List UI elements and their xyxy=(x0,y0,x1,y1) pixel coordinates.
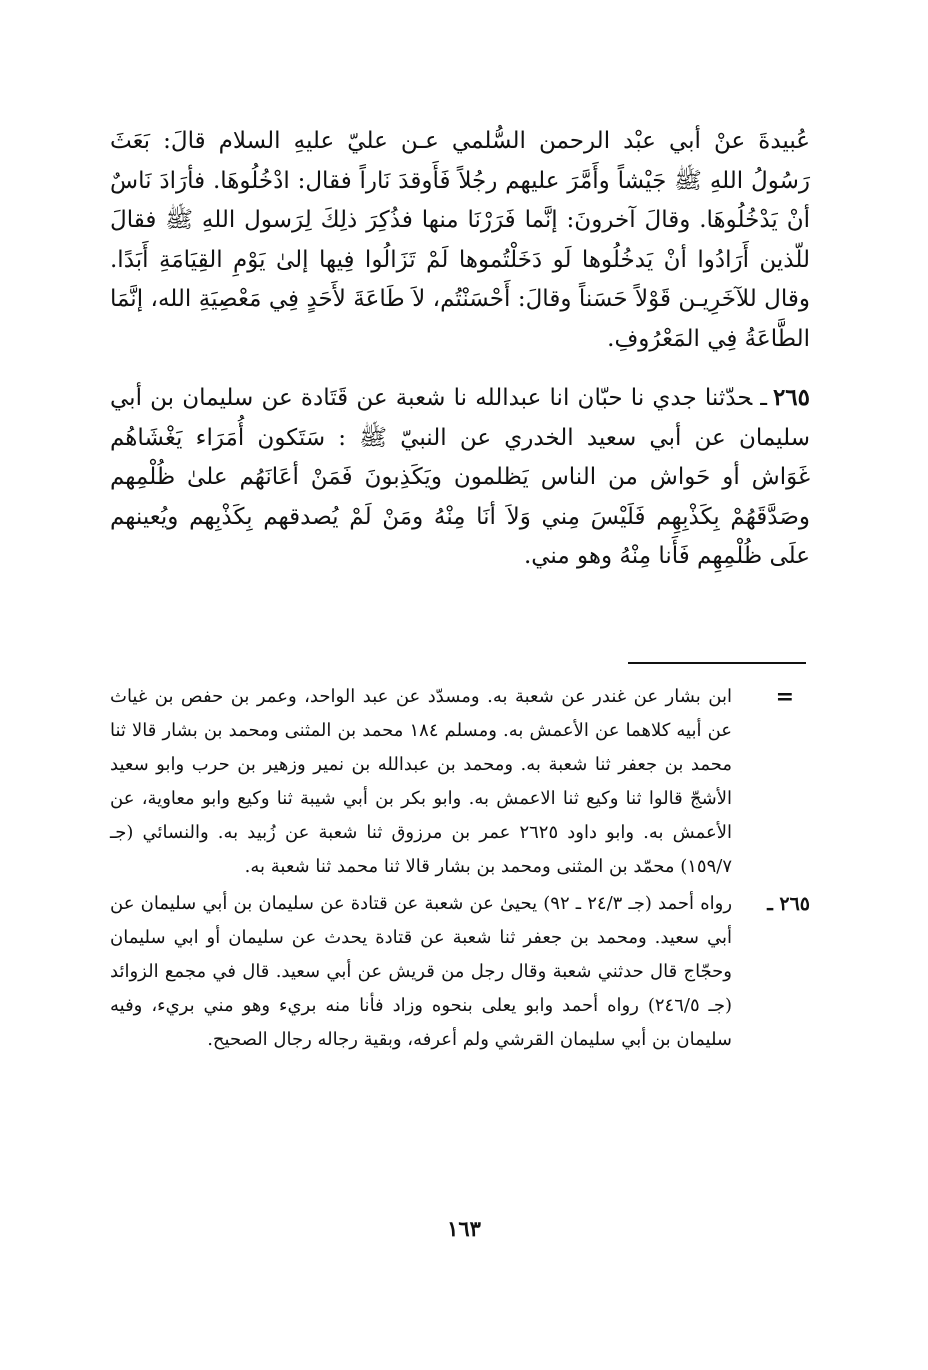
main-text-block xyxy=(110,122,810,577)
hadith-text: حدّثنا جدي نا حبّان انا عبدالله نا شعبة عن قَتَادة عن سليمان بن أبي سليمان عن أبي سعيد الخدري عن النبيّ ﷺ : سَتَكون أُمَرَاء يَغْشَاهُم غَوَاش أو حَواش من الناس يَظلمون ويَكَذِبونَ فَمَنْ أعَانَهُم علىٰ ظُلْمِهم وصَدَّقَهُمْ بِكَذْبِهِم فَلَيْسَ مِني وَلاَ أنَا مِنْهُ ومَنْ لَمْ يُصدقهم بِكَذْبِهم ويُعينهم علَى ظُلْمِهِم فَأَنا مِنْهُ وهو مني. xyxy=(110,385,810,569)
footnote-265-text: رواه أحمد (جـ ٢٤/٣ ـ ٩٢) يحيىٰ عن شعبة عن قتادة عن سليمان بن أبي سليمان عن أبي سعيد. ومحمد بن جعفر ثنا شعبة عن قتادة يحدث عن سليمان أو ابي سليمان وحجّاج قال حدثني شعبة وقال رجل من قريش عن أبي سعيد. قال في مجمع الزوائد (جـ ٢٤٦/٥) رواه أحمد وابو يعلى بنحوه وزاد فأنا منه بريء وهو مني بريء، وفيه سليمان بن أبي سليمان القرشي ولم أعرفه، وبقية رجاله رجال الصحيح. xyxy=(110,893,733,1050)
paragraph-hadith-265 xyxy=(110,378,810,577)
page-number: ١٦٣ xyxy=(447,1216,481,1241)
hadith-number: ٢٦٥ xyxy=(772,384,810,411)
paragraph-hadith-264-continuation xyxy=(110,122,810,359)
footnotes-block xyxy=(110,680,810,1057)
footnote-265-marker: ٢٦٥ ـ xyxy=(767,893,810,915)
footnote-continuation-marker: = xyxy=(775,684,794,710)
footnote-265 xyxy=(110,887,810,1057)
footnote-separator xyxy=(628,662,806,664)
paragraph-text: عُبيدةَ عنْ أبي عبْد الرحمن السُّلمي عـن عليّ عليهِ السلام قالَ: بَعَثَ رَسُولُ اللهِ ﷺ جَيْشاً وأَمَّرَ عليهم رجُلاً فَأَوقدَ نَاراً فقال: ادْخُلُوهَا. فأرَادَ نَاسٌ أنْ يَدْخُلُوهَا. وقالَ آخرونَ: إنَّما فَرَرْنَا منها فذُكِرَ ذلِكَ لِرَسول اللهِ ﷺ فقالَ للّذين أَرَادُوا أنْ يَدخُلُوها لَو دَخَلْتُموها لَمْ تَزَالُوا فِيها إلىٰ يَوْمِ القِيَامَةِ أَبَدًا. وقال للآخَرِيـن قَوْلاً حَسَناً وقالَ: أَحْسَنْتُم، لاَ طَاعَةَ لأَحَدٍ فِي مَعْصِيَةِ الله، إنَّمَا الطَّاعَةُ فِي المَعْرُوفِ. xyxy=(110,128,810,352)
footnote-continuation xyxy=(110,680,810,884)
hadith-dash: ـ xyxy=(760,385,767,411)
footnote-continuation-text: ابن بشار عن غندر عن شعبة به. ومسدّد عن عبد الواحد، وعمر بن حفص بن غياث عن أبيه كلاهما عن الأعمش به. ومسلم ١٨٤ محمد بن المثنى ومحمد بن بشار قالا ثنا محمد بن جعفر ثنا شعبة به. ومحمد بن عبدالله بن نمير وزهير بن حرب وابو سعيد الأشجّ قالوا ثنا وكيع ثنا الاعمش به. وابو بكر بن أبي شيبة ثنا وكيع وابو معاوية، عن الأعمش به. وابو داود ٢٦٢٥ عمر بن مرزوق ثنا شعبة عن زُبيد به. والنسائي (جـ ١٥٩/٧) محمّد بن المثنى ومحمد بن بشار قالا ثنا محمد ثنا شعبة به. xyxy=(110,686,733,877)
